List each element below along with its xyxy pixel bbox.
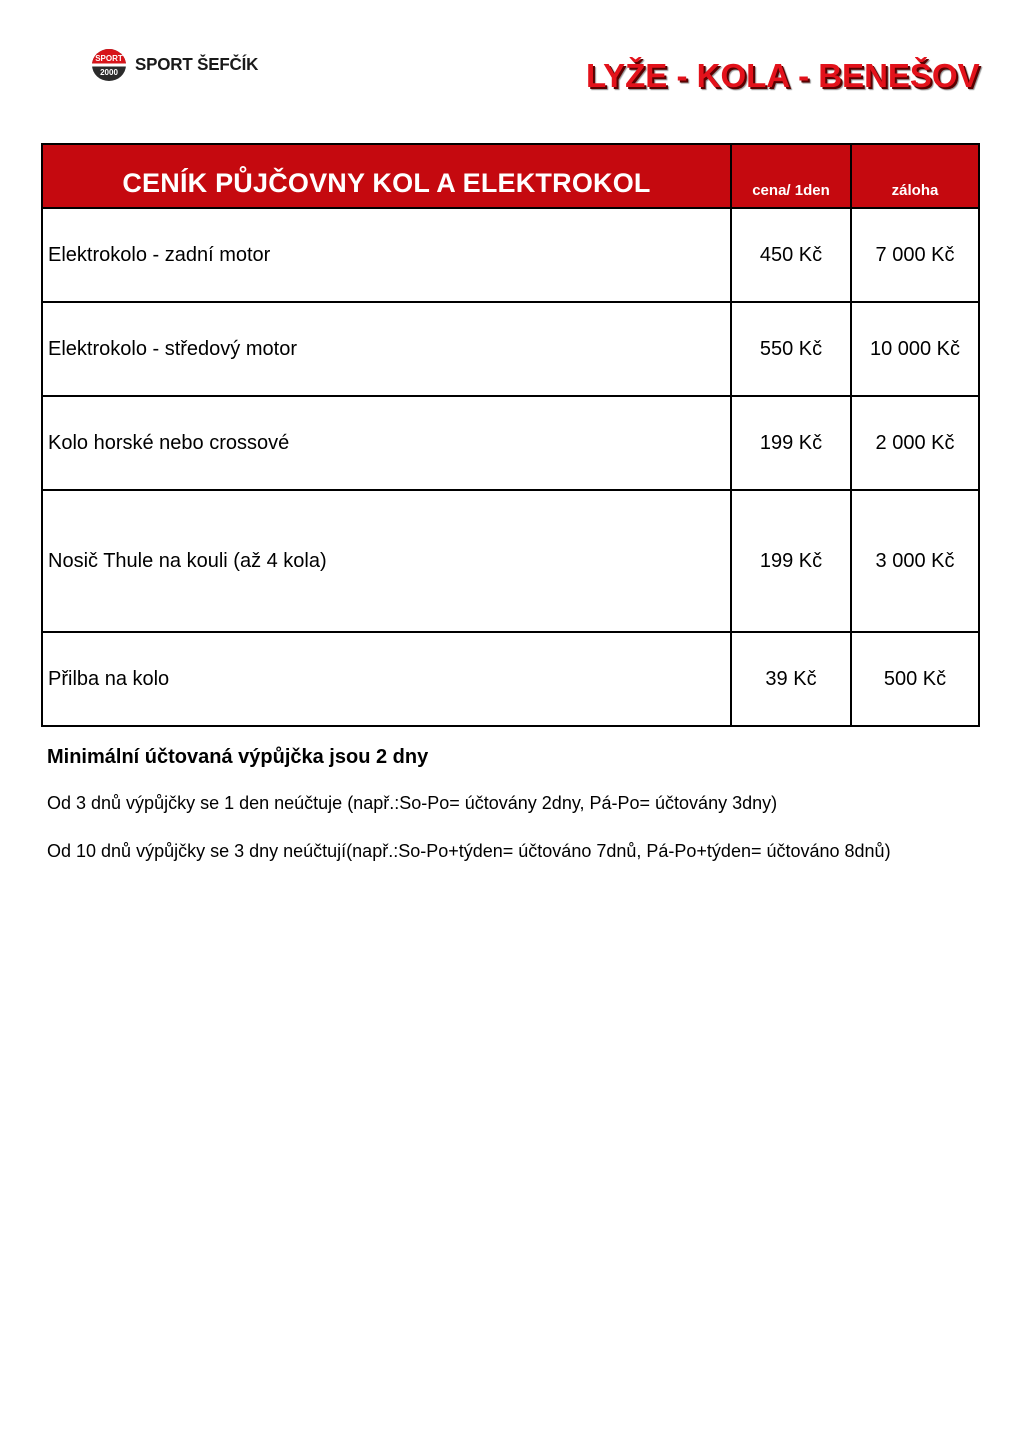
brand-logo: [91, 48, 258, 82]
item-deposit: 2 000 Kč: [851, 396, 979, 490]
item-deposit: 500 Kč: [851, 632, 979, 726]
item-price: 550 Kč: [731, 302, 851, 396]
column-header-price: cena/ 1den: [731, 144, 851, 208]
column-header-deposit: záloha: [851, 144, 979, 208]
item-name: Elektrokolo - středový motor: [42, 302, 731, 396]
table-row: [42, 490, 979, 632]
note-10-day-rule: Od 10 dnů výpůjčky se 3 dny neúčtují(např.:So-Po+týden= účtováno 7dnů, Pá-Po+týden= účtováno 8dnů): [47, 841, 891, 861]
table-row: [42, 396, 979, 490]
logo-badge-top-text: SPORT: [95, 54, 123, 63]
price-table: [41, 143, 980, 727]
item-price: 39 Kč: [731, 632, 851, 726]
item-name: Elektrokolo - zadní motor: [42, 208, 731, 302]
table-title: CENÍK PŮJČOVNY KOL A ELEKTROKOL: [42, 144, 731, 208]
sport2000-logo-icon: [91, 48, 127, 82]
item-price: 199 Kč: [731, 396, 851, 490]
table-row: [42, 302, 979, 396]
logo-badge-bottom-text: 2000: [100, 68, 118, 77]
item-name: Nosič Thule na kouli (až 4 kola): [42, 490, 731, 632]
item-deposit: 10 000 Kč: [851, 302, 979, 396]
note-3-day-rule: Od 3 dnů výpůjčky se 1 den neúčtuje (např.:So-Po= účtovány 2dny, Pá-Po= účtovány 3dny): [47, 793, 778, 813]
table-row: [42, 632, 979, 726]
note-minimum-rental: Minimální účtovaná výpůjčka jsou 2 dny: [47, 746, 429, 768]
item-name: Kolo horské nebo crossové: [42, 396, 731, 490]
rental-notes: [47, 742, 997, 886]
item-deposit: 7 000 Kč: [851, 208, 979, 302]
item-price: 450 Kč: [731, 208, 851, 302]
item-name: Přilba na kolo: [42, 632, 731, 726]
page-headline: LYŽE - KOLA - BENEŠOV: [586, 57, 980, 94]
brand-name: SPORT ŠEFČÍK: [135, 54, 259, 75]
table-header-row: [42, 144, 979, 208]
table-row: [42, 208, 979, 302]
item-deposit: 3 000 Kč: [851, 490, 979, 632]
item-price: 199 Kč: [731, 490, 851, 632]
